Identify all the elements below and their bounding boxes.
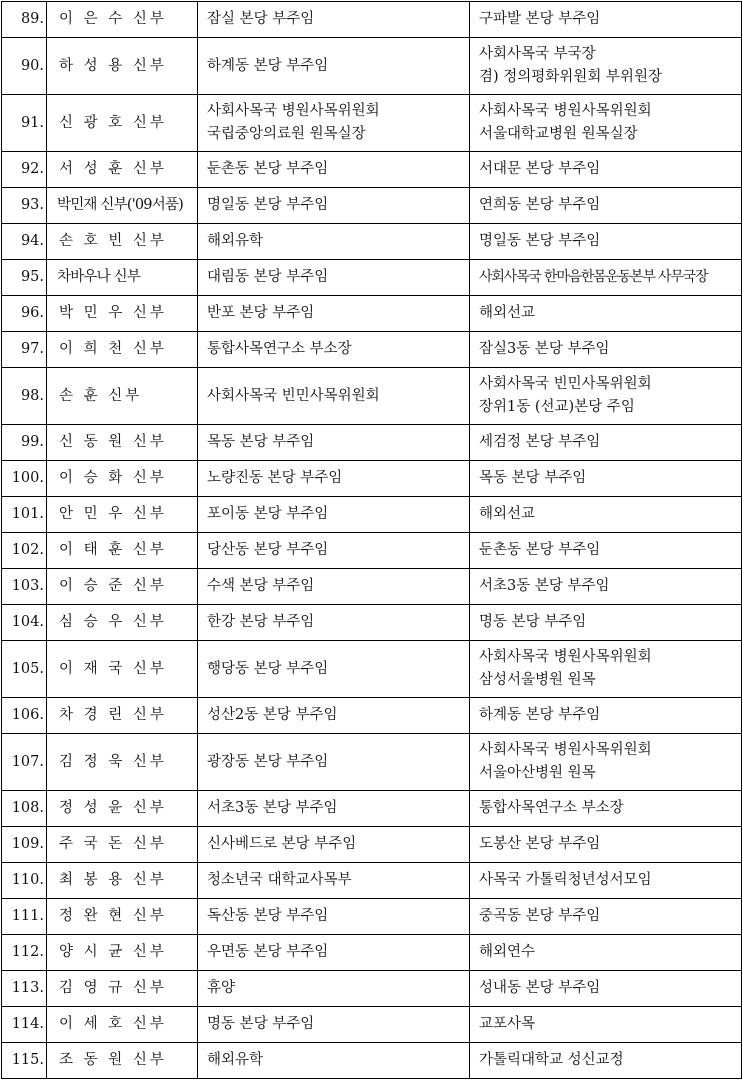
row-number: 110. <box>2 863 47 899</box>
assignment-line: 해외선교 <box>479 506 536 522</box>
assignment-line: 서초3동 본당 부주임 <box>207 800 338 816</box>
table-row <box>2 863 742 899</box>
row-number: 95. <box>2 260 47 296</box>
assignment-line: 명일동 본당 부주임 <box>207 197 329 213</box>
row-number: 97. <box>2 332 47 368</box>
assignment-line: 한강 본당 부주임 <box>207 614 315 630</box>
row-number: 99. <box>2 425 47 461</box>
assignment-line: 서초3동 본당 부주임 <box>479 578 610 594</box>
assignment-line: 대림동 본당 부주임 <box>207 269 329 285</box>
assignment-line: 통합사목연구소 부소장 <box>479 800 624 816</box>
row-number: 100. <box>2 461 47 497</box>
priest-name: 김 정 욱 신부 <box>47 734 198 791</box>
row-number: 109. <box>2 827 47 863</box>
previous-assignment <box>198 425 470 461</box>
assignment-line: 청소년국 대학교사목부 <box>207 872 352 888</box>
previous-assignment <box>198 899 470 935</box>
table-row <box>2 605 742 641</box>
assignment-line: 해외연수 <box>479 944 536 960</box>
assignment-line: 명일동 본당 부주임 <box>479 233 601 249</box>
previous-assignment <box>198 497 470 533</box>
assignment-line: 교포사목 <box>479 1016 536 1032</box>
table-row <box>2 332 742 368</box>
priest-name: 안 민 우 신부 <box>47 497 198 533</box>
assignment-line: 서울대학교병원 원목실장 <box>479 126 638 142</box>
previous-assignment <box>198 224 470 260</box>
new-assignment <box>470 2 742 38</box>
previous-assignment <box>198 734 470 791</box>
assignment-line: 사회사목국 병원사목위원회 <box>207 103 380 119</box>
new-assignment <box>470 1007 742 1043</box>
table-row <box>2 188 742 224</box>
assignment-line: 사회사목국 빈민사목위원회 <box>479 376 652 392</box>
previous-assignment <box>198 1007 470 1043</box>
assignment-line: 잠실3동 본당 부주임 <box>479 341 610 357</box>
priest-name: 정 완 현 신부 <box>47 899 198 935</box>
assignment-line: 목동 본당 부주임 <box>207 434 315 450</box>
new-assignment <box>470 533 742 569</box>
assignment-line: 국립중앙의료원 원목실장 <box>207 126 366 142</box>
priest-name: 하 성 용 신부 <box>47 38 198 95</box>
row-number: 93. <box>2 188 47 224</box>
assignment-line: 사회사목국 한마음한몸운동본부 사무국장 <box>479 269 708 285</box>
assignment-line: 구파발 본당 부주임 <box>479 11 601 27</box>
assignment-line: 둔촌동 본당 부주임 <box>207 161 329 177</box>
row-number: 112. <box>2 935 47 971</box>
priest-name: 양 시 균 신부 <box>47 935 198 971</box>
row-number: 98. <box>2 368 47 425</box>
row-number: 113. <box>2 971 47 1007</box>
row-number: 102. <box>2 533 47 569</box>
previous-assignment <box>198 641 470 698</box>
assignment-line: 도봉산 본당 부주임 <box>479 836 601 852</box>
new-assignment <box>470 461 742 497</box>
table-row <box>2 296 742 332</box>
assignment-line: 가톨릭대학교 성신교정 <box>479 1052 624 1068</box>
previous-assignment <box>198 461 470 497</box>
previous-assignment <box>198 935 470 971</box>
assignment-line: 서울아산병원 원목 <box>479 765 596 781</box>
table-row <box>2 152 742 188</box>
assignment-line: 잠실 본당 부주임 <box>207 11 315 27</box>
previous-assignment <box>198 791 470 827</box>
assignment-line: 성내동 본당 부주임 <box>479 980 601 996</box>
row-number: 92. <box>2 152 47 188</box>
assignment-line: 해외유학 <box>207 233 264 249</box>
previous-assignment <box>198 827 470 863</box>
new-assignment <box>470 734 742 791</box>
assignment-line: 우면동 본당 부주임 <box>207 944 329 960</box>
previous-assignment <box>198 533 470 569</box>
row-number: 90. <box>2 38 47 95</box>
table-row <box>2 899 742 935</box>
priest-name: 서 성 훈 신부 <box>47 152 198 188</box>
new-assignment <box>470 296 742 332</box>
new-assignment <box>470 152 742 188</box>
new-assignment <box>470 971 742 1007</box>
assignment-line: 포이동 본당 부주임 <box>207 506 329 522</box>
row-number: 103. <box>2 569 47 605</box>
new-assignment <box>470 605 742 641</box>
previous-assignment <box>198 296 470 332</box>
table-row <box>2 791 742 827</box>
priest-name: 이 승 준 신부 <box>47 569 198 605</box>
previous-assignment <box>198 332 470 368</box>
table-row <box>2 533 742 569</box>
assignment-line: 성산2동 본당 부주임 <box>207 707 338 723</box>
table-row <box>2 368 742 425</box>
previous-assignment <box>198 152 470 188</box>
priest-name: 박 민 우 신부 <box>47 296 198 332</box>
previous-assignment <box>198 368 470 425</box>
row-number: 107. <box>2 734 47 791</box>
assignment-line: 사회사목국 병원사목위원회 <box>479 742 652 758</box>
assignment-line: 명동 본당 부주임 <box>207 1016 315 1032</box>
assignment-line: 행당동 본당 부주임 <box>207 660 329 677</box>
assignment-line: 해외선교 <box>479 305 536 321</box>
assignment-line: 사회사목국 병원사목위원회 <box>479 649 652 665</box>
new-assignment <box>470 641 742 698</box>
new-assignment <box>470 863 742 899</box>
previous-assignment <box>198 188 470 224</box>
table-row <box>2 734 742 791</box>
new-assignment <box>470 569 742 605</box>
assignment-line: 목동 본당 부주임 <box>479 470 587 486</box>
assignment-line: 하계동 본당 부주임 <box>207 57 329 74</box>
table-row <box>2 461 742 497</box>
new-assignment <box>470 425 742 461</box>
row-number: 91. <box>2 95 47 152</box>
new-assignment <box>470 698 742 734</box>
assignment-line: 장위1동 (선교)본당 주임 <box>479 399 635 415</box>
assignment-line: 삼성서울병원 원목 <box>479 672 596 688</box>
new-assignment <box>470 95 742 152</box>
new-assignment <box>470 332 742 368</box>
table-row <box>2 698 742 734</box>
table-row <box>2 425 742 461</box>
table-row <box>2 260 742 296</box>
previous-assignment <box>198 1043 470 1079</box>
priest-name: 주 국 돈 신부 <box>47 827 198 863</box>
assignment-line: 신사베드로 본당 부주임 <box>207 836 357 852</box>
new-assignment <box>470 497 742 533</box>
priest-name: 정 성 윤 신부 <box>47 791 198 827</box>
row-number: 105. <box>2 641 47 698</box>
priest-name: 이 은 수 신부 <box>47 2 198 38</box>
priest-name: 이 세 호 신부 <box>47 1007 198 1043</box>
row-number: 101. <box>2 497 47 533</box>
assignment-line: 사목국 가톨릭청년성서모임 <box>479 872 652 888</box>
priest-name: 김 영 규 신부 <box>47 971 198 1007</box>
new-assignment <box>470 188 742 224</box>
table-row <box>2 224 742 260</box>
new-assignment <box>470 224 742 260</box>
assignment-line: 독산동 본당 부주임 <box>207 908 329 924</box>
previous-assignment <box>198 971 470 1007</box>
assignment-line: 하계동 본당 부주임 <box>479 707 601 723</box>
assignment-line: 반포 본당 부주임 <box>207 305 315 321</box>
row-number: 89. <box>2 2 47 38</box>
assignment-line: 연희동 본당 부주임 <box>479 197 601 213</box>
row-number: 94. <box>2 224 47 260</box>
previous-assignment <box>198 38 470 95</box>
priest-name: 심 승 우 신부 <box>47 605 198 641</box>
assignment-line: 사회사목국 빈민사목위원회 <box>207 387 380 404</box>
assignment-line: 중곡동 본당 부주임 <box>479 908 601 924</box>
assignment-line: 겸) 정의평화위원회 부위원장 <box>479 69 662 85</box>
assignment-line: 사회사목국 부국장 <box>479 46 596 62</box>
assignment-line: 명동 본당 부주임 <box>479 614 587 630</box>
table-row <box>2 641 742 698</box>
row-number: 96. <box>2 296 47 332</box>
assignment-line: 광장동 본당 부주임 <box>207 753 329 770</box>
new-assignment <box>470 791 742 827</box>
priest-name: 차바우나 신부 <box>47 260 198 296</box>
previous-assignment <box>198 2 470 38</box>
previous-assignment <box>198 95 470 152</box>
priest-name: 신 동 원 신부 <box>47 425 198 461</box>
priest-name: 이 승 화 신부 <box>47 461 198 497</box>
new-assignment <box>470 899 742 935</box>
assignment-line: 노량진동 본당 부주임 <box>207 470 343 486</box>
table-row <box>2 95 742 152</box>
table-row <box>2 827 742 863</box>
table-row <box>2 935 742 971</box>
new-assignment <box>470 368 742 425</box>
previous-assignment <box>198 260 470 296</box>
assignment-line: 세검정 본당 부주임 <box>479 434 601 450</box>
priest-name: 박민재 신부('09서품) <box>47 188 198 224</box>
table-row <box>2 497 742 533</box>
row-number: 115. <box>2 1043 47 1079</box>
previous-assignment <box>198 569 470 605</box>
assignment-line: 해외유학 <box>207 1052 264 1068</box>
row-number: 114. <box>2 1007 47 1043</box>
new-assignment <box>470 1043 742 1079</box>
table-row <box>2 1007 742 1043</box>
priest-name: 이 재 국 신부 <box>47 641 198 698</box>
priest-name: 손 호 빈 신부 <box>47 224 198 260</box>
previous-assignment <box>198 863 470 899</box>
table-row <box>2 971 742 1007</box>
assignment-line: 통합사목연구소 부소장 <box>207 341 352 357</box>
assignment-table-body <box>2 2 742 1079</box>
row-number: 111. <box>2 899 47 935</box>
priest-name: 차 경 린 신부 <box>47 698 198 734</box>
priest-name: 이 희 천 신부 <box>47 332 198 368</box>
previous-assignment <box>198 605 470 641</box>
priest-name: 최 봉 용 신부 <box>47 863 198 899</box>
assignment-line: 둔촌동 본당 부주임 <box>479 542 601 558</box>
assignment-line: 사회사목국 병원사목위원회 <box>479 103 652 119</box>
table-row <box>2 2 742 38</box>
table-row <box>2 1043 742 1079</box>
row-number: 104. <box>2 605 47 641</box>
new-assignment <box>470 827 742 863</box>
assignment-line: 수색 본당 부주임 <box>207 578 315 594</box>
new-assignment <box>470 38 742 95</box>
priest-name: 조 동 원 신부 <box>47 1043 198 1079</box>
assignment-table <box>1 1 742 1079</box>
priest-name: 이 태 훈 신부 <box>47 533 198 569</box>
table-row <box>2 569 742 605</box>
priest-name: 손 훈 신부 <box>47 368 198 425</box>
row-number: 108. <box>2 791 47 827</box>
new-assignment <box>470 935 742 971</box>
priest-name: 신 광 호 신부 <box>47 95 198 152</box>
previous-assignment <box>198 698 470 734</box>
row-number: 106. <box>2 698 47 734</box>
assignment-line: 서대문 본당 부주임 <box>479 161 601 177</box>
table-row <box>2 38 742 95</box>
new-assignment <box>470 260 742 296</box>
assignment-line: 휴양 <box>207 980 236 996</box>
assignment-line: 당산동 본당 부주임 <box>207 542 329 558</box>
